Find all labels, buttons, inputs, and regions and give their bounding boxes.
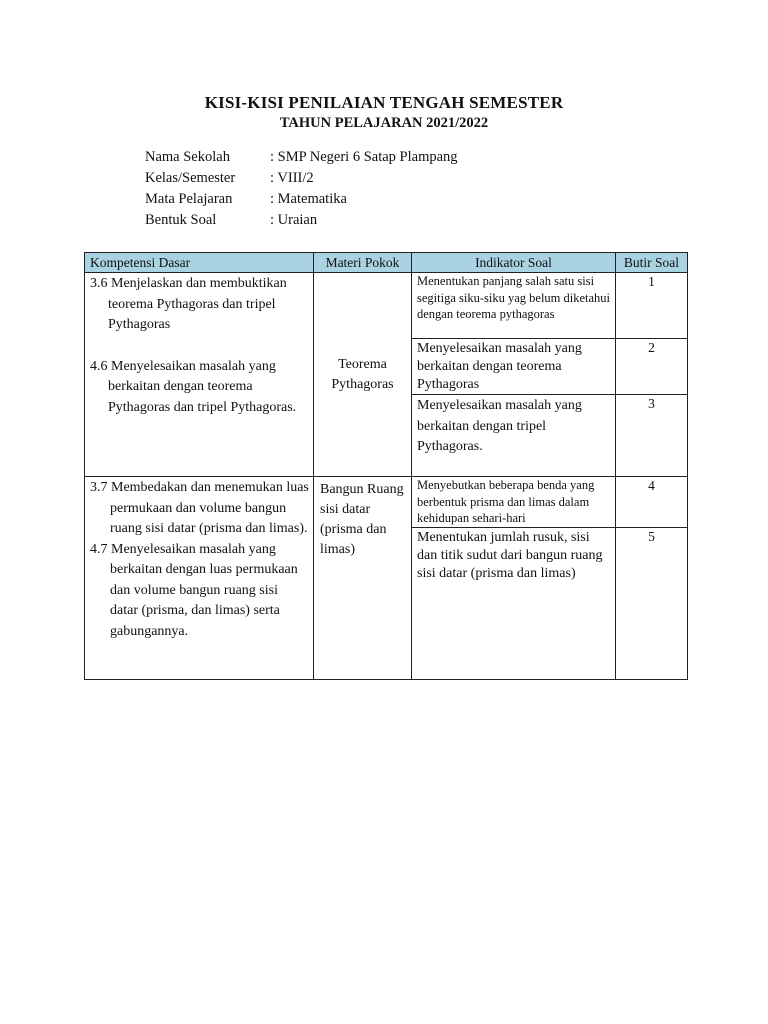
info-value: : VIII/2 (270, 170, 314, 186)
document-title: KISI-KISI PENILAIAN TENGAH SEMESTER (204, 93, 564, 112)
indikator-cell: Menentukan panjang salah satu sisi segitiga siku-siku yag belum diketahui dengan teorema pythagoras (412, 273, 616, 339)
info-row-question-type (145, 212, 458, 233)
info-label: Nama Sekolah (145, 149, 230, 165)
table-row (85, 273, 688, 339)
indikator-cell: Menyelesaikan masalah yang berkaitan dengan tripel Pythagoras. (412, 395, 616, 477)
indikator-cell: Menyelesaikan masalah yang berkaitan dengan teorema Pythagoras (412, 339, 616, 395)
info-row-school (145, 149, 458, 170)
kisi-kisi-table (84, 252, 688, 680)
butir-cell: 2 (616, 339, 688, 395)
indikator-cell: Menyebutkan beberapa benda yang berbentuk prisma dan limas dalam kehidupan sehari-hari (412, 477, 616, 528)
table-row (85, 477, 688, 528)
butir-cell: 4 (616, 477, 688, 528)
materi-cell: Bangun Ruang sisi datar (prisma dan limas) (314, 477, 412, 680)
info-row-subject (145, 191, 458, 212)
info-label: Kelas/Semester (145, 170, 236, 186)
info-row-class (145, 170, 458, 191)
butir-cell: 1 (616, 273, 688, 339)
kd-item: 3.7 Membedakan dan menemukan luas permukaan dan volume bangun ruang sisi datar (prisma dan limas). (90, 480, 309, 536)
butir-cell: 3 (616, 395, 688, 477)
header-indikator-soal: Indikator Soal (412, 253, 616, 273)
kd-item: 3.6 Menjelaskan dan membuktikan teorema Pythagoras dan tripel Pythagoras (90, 276, 287, 332)
info-label: Mata Pelajaran (145, 191, 233, 207)
indikator-cell: Menentukan jumlah rusuk, sisi dan titik sudut dari bangun ruang sisi datar (prisma dan limas) (412, 527, 616, 679)
kd-cell-pythagoras (85, 273, 314, 477)
info-value: : Uraian (270, 212, 318, 228)
header-butir-soal: Butir Soal (616, 253, 688, 273)
kd-item: 4.7 Menyelesaikan masalah yang berkaitan dengan luas permukaan dan volume bangun ruang sisi datar (prisma, dan limas) serta gabungannya. (90, 541, 298, 639)
info-value: : Matematika (270, 191, 347, 207)
school-info (145, 149, 458, 233)
table-header-row (85, 253, 688, 273)
butir-cell: 5 (616, 527, 688, 679)
kd-cell-bangun-ruang (85, 477, 314, 680)
kd-item: 4.6 Menyelesaikan masalah yang berkaitan dengan teorema Pythagoras dan tripel Pythagoras. (90, 358, 297, 415)
info-label: Bentuk Soal (145, 212, 217, 228)
header-kompetensi-dasar: Kompetensi Dasar (85, 253, 314, 273)
header-materi-pokok: Materi Pokok (314, 253, 412, 273)
info-value: : SMP Negeri 6 Satap Plampang (270, 149, 458, 165)
document-subtitle: TAHUN PELAJARAN 2021/2022 (279, 115, 489, 131)
materi-cell: Teorema Pythagoras (314, 273, 412, 477)
